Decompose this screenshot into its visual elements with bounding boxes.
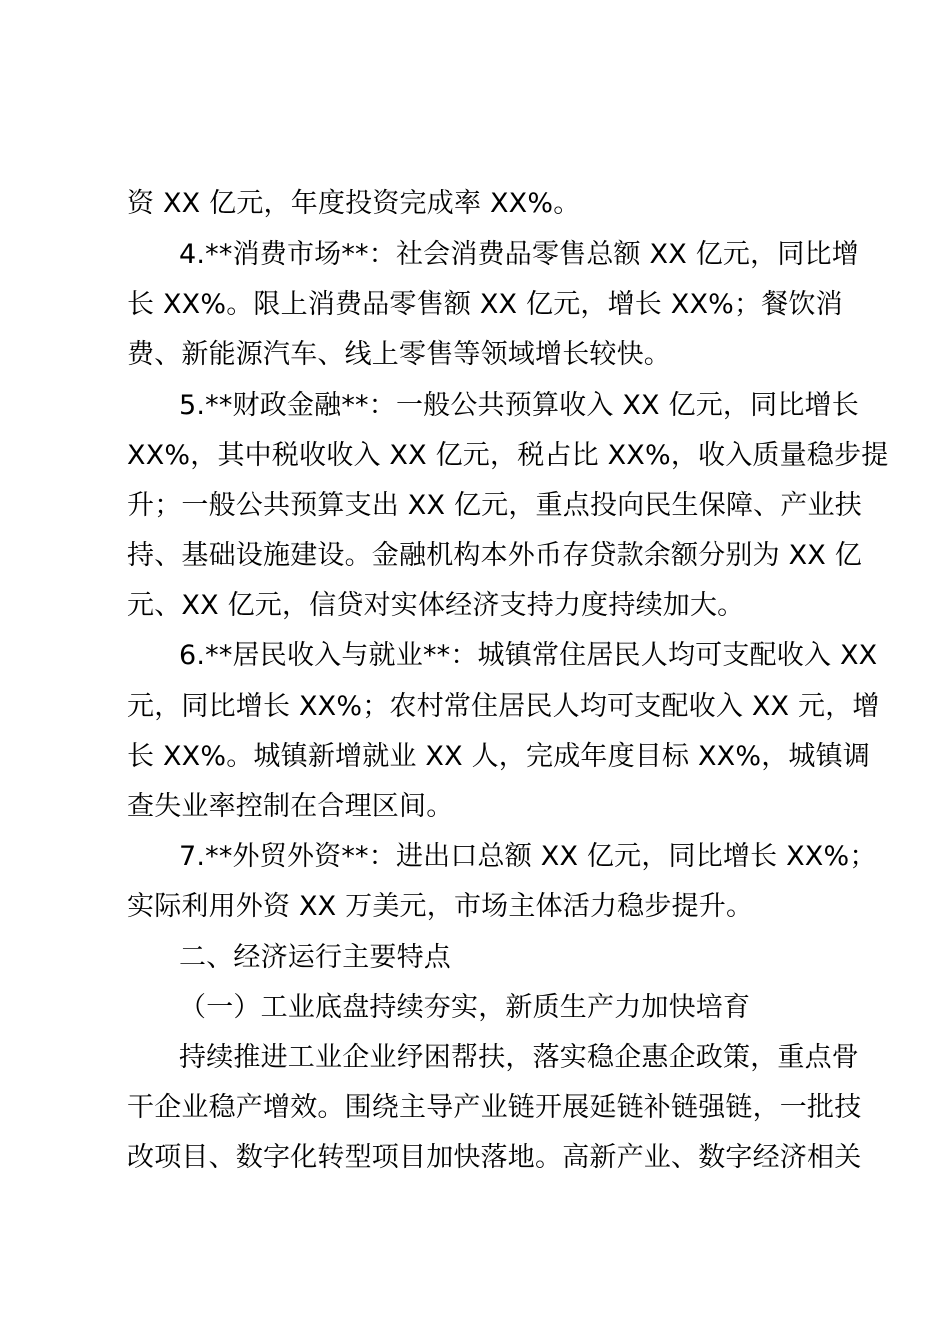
text-line: 元，同比增长 XX%；农村常住居民人均可支配收入 XX 元，增: [127, 691, 880, 722]
text-line: 长 XX%。城镇新增就业 XX 人，完成年度目标 XX%，城镇调: [127, 741, 871, 772]
text-line: 升；一般公共预算支出 XX 亿元，重点投向民生保障、产业扶: [127, 490, 862, 521]
text-line: 长 XX%。限上消费品零售额 XX 亿元，增长 XX%；餐饮消: [127, 289, 843, 320]
text-line: 实际利用外资 XX 万美元，市场主体活力稳步提升。: [127, 891, 754, 922]
paragraph-industry: 持续推进工业企业纾困帮扶，落实稳企惠企政策，重点骨: [179, 1042, 859, 1073]
text-line: 改项目、数字化转型项目加快落地。高新产业、数字经济相关: [127, 1142, 862, 1173]
text-line: 费、新能源汽车、线上零售等领域增长较快。: [127, 339, 671, 370]
text-line: 资 XX 亿元，年度投资完成率 XX%。: [127, 188, 581, 219]
text-line: 干企业稳产增效。围绕主导产业链开展延链补链强链，一批技: [127, 1092, 862, 1123]
text-line: 查失业率控制在合理区间。: [127, 791, 454, 822]
text-line: 持、基础设施建设。金融机构本外币存贷款余额分别为 XX 亿: [127, 540, 862, 571]
paragraph-foreign-trade: 7.**外贸外资**：进出口总额 XX 亿元，同比增长 XX%；: [179, 841, 877, 872]
section-heading: 二、经济运行主要特点: [179, 942, 451, 973]
text-line: XX%，其中税收收入 XX 亿元，税占比 XX%，收入质量稳步提: [127, 440, 889, 471]
paragraph-fiscal-finance: 5.**财政金融**：一般公共预算收入 XX 亿元，同比增长: [179, 390, 859, 421]
text-line: 元、XX 亿元，信贷对实体经济支持力度持续加大。: [127, 590, 745, 621]
paragraph-consumer-market: 4.**消费市场**：社会消费品零售总额 XX 亿元，同比增: [179, 239, 859, 270]
subsection-heading: （一）工业底盘持续夯实，新质生产力加快培育: [179, 992, 751, 1023]
paragraph-income-employment: 6.**居民收入与就业**：城镇常住居民人均可支配收入 XX: [179, 640, 878, 671]
